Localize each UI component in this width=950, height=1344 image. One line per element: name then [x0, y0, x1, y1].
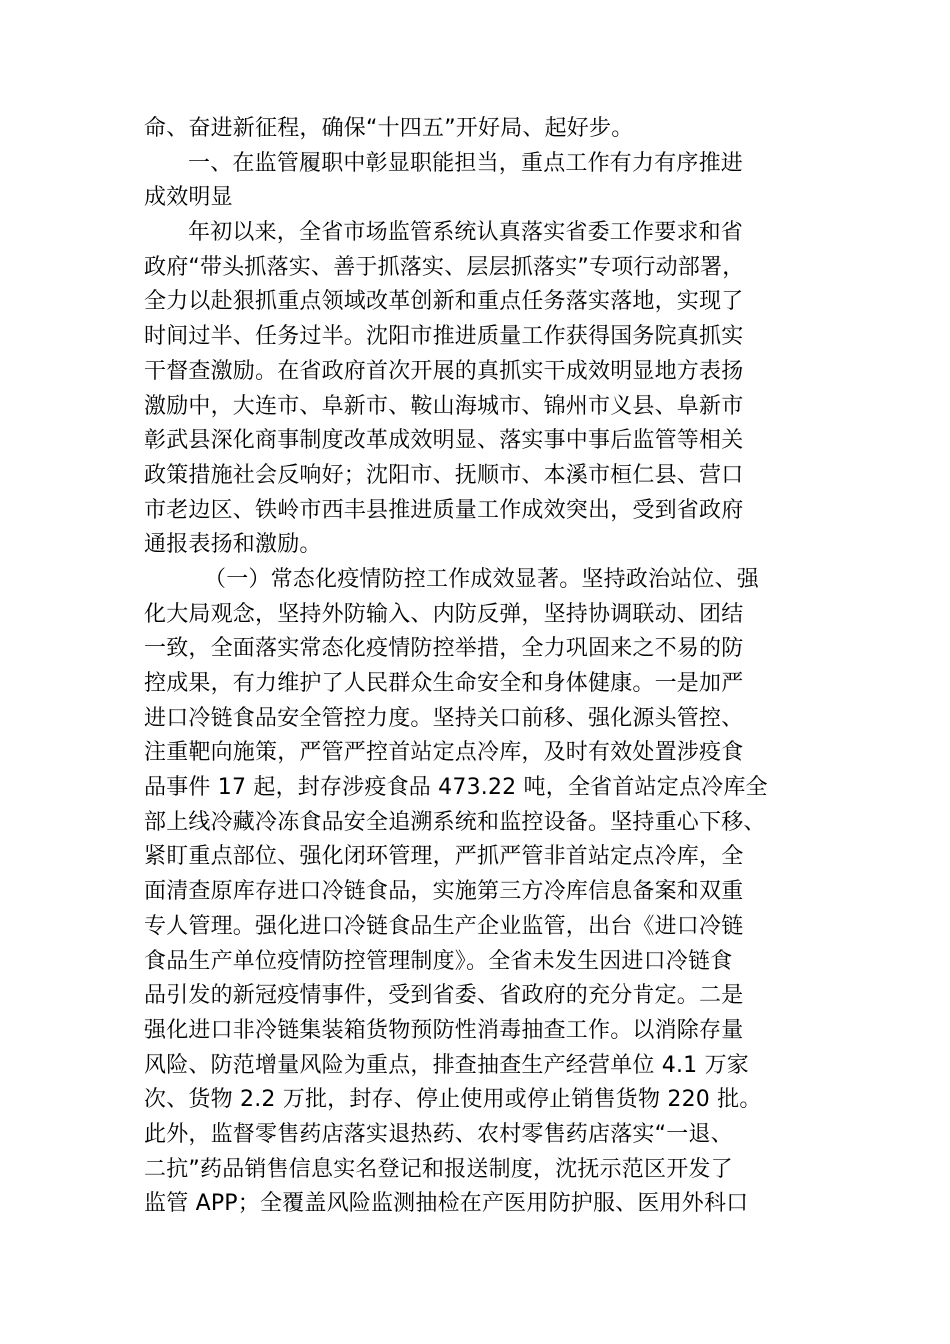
text-line: 品引发的新冠疫情事件，受到省委、省政府的充分肯定。二是 [144, 983, 744, 1009]
text-line: 二抗”药品销售信息实名登记和报送制度，沈抚示范区开发了 [144, 1156, 733, 1182]
text-line: 监管 APP；全覆盖风险监测抽检在产医用防护服、医用外科口 [144, 1191, 749, 1217]
text-line: 政府“带头抓落实、善于抓落实、层层抓落实”专项行动部署， [144, 254, 745, 280]
text-line: 食品生产单位疫情防控管理制度》。全省未发生因进口冷链食 [144, 948, 733, 974]
subsection-heading-line: （一）常态化疫情防控工作成效显著。坚持政治站位、强 [204, 566, 760, 592]
text-line: 风险、防范增量风险为重点，排查抽查生产经营单位 4.1 万家 [144, 1052, 749, 1078]
text-line: 全力以赴狠抓重点领域改革创新和重点任务落实落地，实现了 [144, 289, 744, 315]
text-line: 化大局观念，坚持外防输入、内防反弹，坚持协调联动、团结 [144, 601, 744, 627]
text-line: 干督查激励。在省政府首次开展的真抓实干成效明显地方表扬 [144, 358, 744, 384]
text-line: 部上线冷藏冷冻食品安全追溯系统和监控设备。坚持重心下移、 [144, 809, 766, 835]
text-line: 通报表扬和激励。 [144, 532, 322, 558]
document-body [144, 112, 810, 1222]
text-line: 此外，监督零售药店落实退热药、农村零售药店落实“一退、 [144, 1121, 733, 1147]
text-line: 进口冷链食品安全管控力度。坚持关口前移、强化源头管控、 [144, 705, 744, 731]
text-line: 面清查原库存进口冷链食品，实施第三方冷库信息备案和双重 [144, 879, 744, 905]
section-heading-line-1: 一、在监管履职中彰显职能担当，重点工作有力有序推进 [188, 150, 744, 176]
text-line: 控成果，有力维护了人民群众生命安全和身体健康。一是加严 [144, 671, 744, 696]
text-line: 年初以来，全省市场监管系统认真落实省委工作要求和省 [188, 220, 744, 246]
text-line: 品事件 17 起，封存涉疫食品 473.22 吨，全省首站定点冷库全 [144, 775, 768, 801]
text-line: 专人管理。强化进口冷链食品生产企业监管，出台《进口冷链 [144, 913, 744, 939]
text-line: 命、奋进新征程，确保“十四五”开好局、起好步。 [144, 116, 634, 141]
text-line: 彰武县深化商事制度改革成效明显、落实事中事后监管等相关 [144, 428, 744, 454]
text-line: 一致，全面落实常态化疫情防控举措，全力巩固来之不易的防 [144, 636, 744, 662]
text-line: 紧盯重点部位、强化闭环管理，严抓严管非首站定点冷库，全 [144, 844, 744, 870]
text-line: 政策措施社会反响好；沈阳市、抚顺市、本溪市桓仁县、营口 [144, 462, 744, 488]
section-heading-line-2: 成效明显 [144, 185, 233, 211]
text-line: 激励中，大连市、阜新市、鞍山海城市、锦州市义县、阜新市 [144, 393, 744, 419]
text-line: 时间过半、任务过半。沈阳市推进质量工作获得国务院真抓实 [144, 324, 744, 350]
text-line: 市老边区、铁岭市西丰县推进质量工作成效突出，受到省政府 [144, 497, 744, 523]
text-line: 次、货物 2.2 万批，封存、停止使用或停止销售货物 220 批。 [144, 1087, 762, 1113]
text-line: 注重靶向施策，严管严控首站定点冷库，及时有效处置涉疫食 [144, 740, 744, 766]
text-line: 强化进口非冷链集装箱货物预防性消毒抽查工作。以消除存量 [144, 1017, 744, 1043]
